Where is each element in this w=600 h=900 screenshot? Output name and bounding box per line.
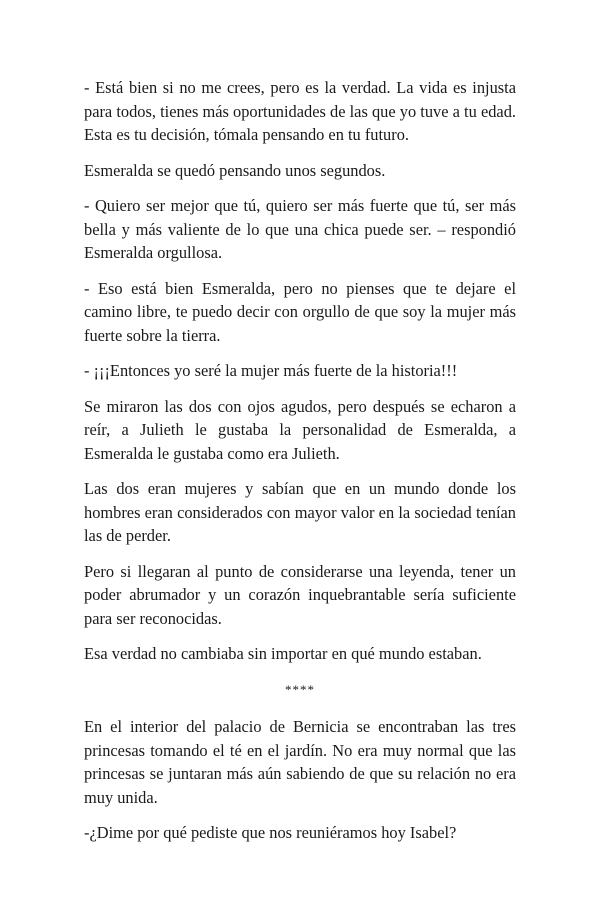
scene-separator: ****	[285, 681, 315, 697]
paragraph-5: - ¡¡¡Entonces yo seré la mujer más fuerte de la historia!!!	[84, 361, 458, 380]
paragraph-10: En el interior del palacio de Bernicia se encontraban las tres princesas tomando el té en el jardín. No era muy normal que las princesas se juntaran más aún sabiendo de que su relación no era muy unida.	[84, 717, 516, 807]
paragraph-11: -¿Dime por qué pediste que nos reuniéramos hoy Isabel?	[84, 823, 457, 842]
paragraph-9: Esa verdad no cambiaba sin importar en qué mundo estaban.	[84, 644, 482, 663]
paragraph-1: - Está bien si no me crees, pero es la verdad. La vida es injusta para todos, tienes más oportunidades de las que yo tuve a tu edad. Esta es tu decisión, tómala pensando en tu futuro.	[84, 78, 516, 144]
paragraph-4: - Eso está bien Esmeralda, pero no pienses que te dejare el camino libre, te puedo decir con orgullo de que soy la mujer más fuerte sobre la tierra.	[84, 278, 516, 345]
paragraph-6: Se miraron las dos con ojos agudos, pero después se echaron a reír, a Julieth le gustaba la personalidad de Esmeralda, a Esmeralda le gustaba como era Julieth.	[84, 396, 516, 463]
paragraph-2: Esmeralda se quedó pensando unos segundos.	[84, 160, 386, 180]
paragraph-7: Las dos eran mujeres y sabían que en un mundo donde los hombres eran considerados con mayor valor en la sociedad tenían las de perder.	[84, 479, 516, 545]
book-page	[84, 76, 516, 857]
paragraph-8: Pero si llegaran al punto de considerarse una leyenda, tener un poder abrumador y un corazón inquebrantable sería suficiente para ser reconocidas.	[84, 561, 516, 628]
paragraph-3: - Quiero ser mejor que tú, quiero ser más fuerte que tú, ser más bella y más valiente de lo que una chica puede ser. – respondió Esmeralda orgullosa.	[84, 196, 516, 262]
